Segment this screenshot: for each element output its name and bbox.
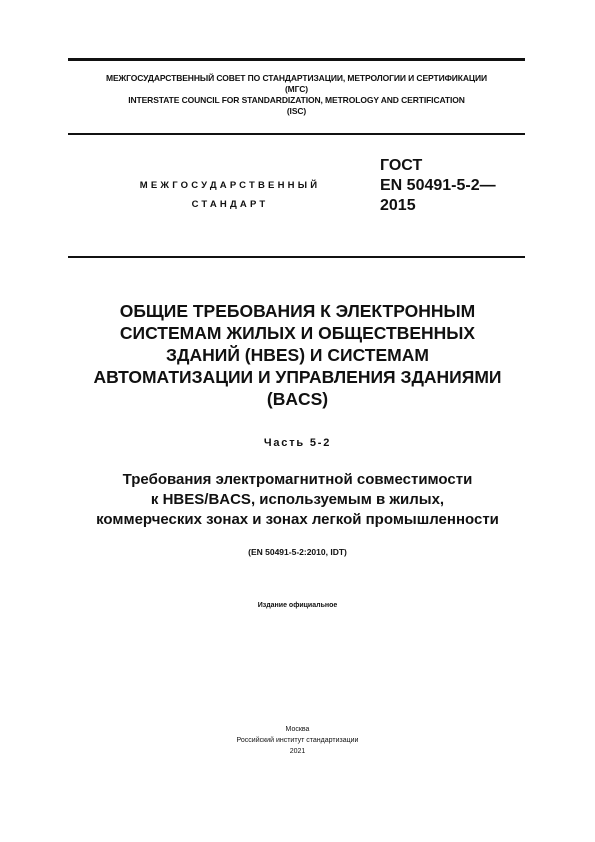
standard-type-line2: СТАНДАРТ: [191, 199, 269, 210]
imprint-city: Москва: [285, 726, 310, 733]
council-abbr-en: (ISC): [286, 106, 307, 116]
title-line: СИСТЕМАМ ЖИЛЫХ И ОБЩЕСТВЕННЫХ: [119, 323, 476, 343]
title-line: АВТОМАТИЗАЦИИ И УПРАВЛЕНИЯ ЗДАНИЯМИ: [93, 367, 502, 387]
council-header: [68, 73, 525, 117]
subtitle-line: Требования электромагнитной совместимости: [122, 471, 473, 488]
part-number: Часть 5-2: [263, 437, 332, 449]
standard-type-line1: МЕЖГОСУДАРСТВЕННЫЙ: [139, 180, 321, 191]
designation-divider: [68, 256, 525, 258]
council-name-en: INTERSTATE COUNCIL FOR STANDARDIZATION, METROLOGY AND CERTIFICATION: [128, 95, 465, 105]
imprint: [0, 724, 595, 757]
gost-label: ГОСТ: [380, 157, 423, 174]
subtitle-line: коммерческих зонах и зонах легкой промышленности: [96, 511, 499, 528]
title-line: (BACS): [266, 389, 329, 409]
standard-type: [110, 176, 350, 214]
imprint-year: 2021: [289, 748, 306, 755]
gost-number: EN 50491-5-2—: [380, 177, 496, 194]
subtitle-line: к HBES/BACS, используемым в жилых,: [150, 491, 445, 508]
identity-reference: (EN 50491-5-2:2010, IDT): [248, 547, 347, 557]
title-line: ОБЩИЕ ТРЕБОВАНИЯ К ЭЛЕКТРОННЫМ: [119, 301, 476, 321]
document-subtitle: [40, 470, 555, 530]
imprint-publisher: Российский институт стандартизации: [236, 737, 359, 744]
gost-year: 2015: [380, 197, 416, 214]
header-divider: [68, 133, 525, 135]
gost-designation: [380, 156, 496, 216]
council-abbr-ru: (МГС): [284, 84, 309, 94]
council-name-ru: МЕЖГОСУДАРСТВЕННЫЙ СОВЕТ ПО СТАНДАРТИЗАЦИИ, МЕТРОЛОГИИ И СЕРТИФИКАЦИИ: [105, 73, 488, 83]
document-title: [40, 300, 555, 410]
title-line: ЗДАНИЙ (HBES) И СИСТЕМАМ: [166, 345, 429, 365]
top-rule: [68, 58, 525, 61]
edition-note: Издание официальное: [257, 602, 338, 609]
